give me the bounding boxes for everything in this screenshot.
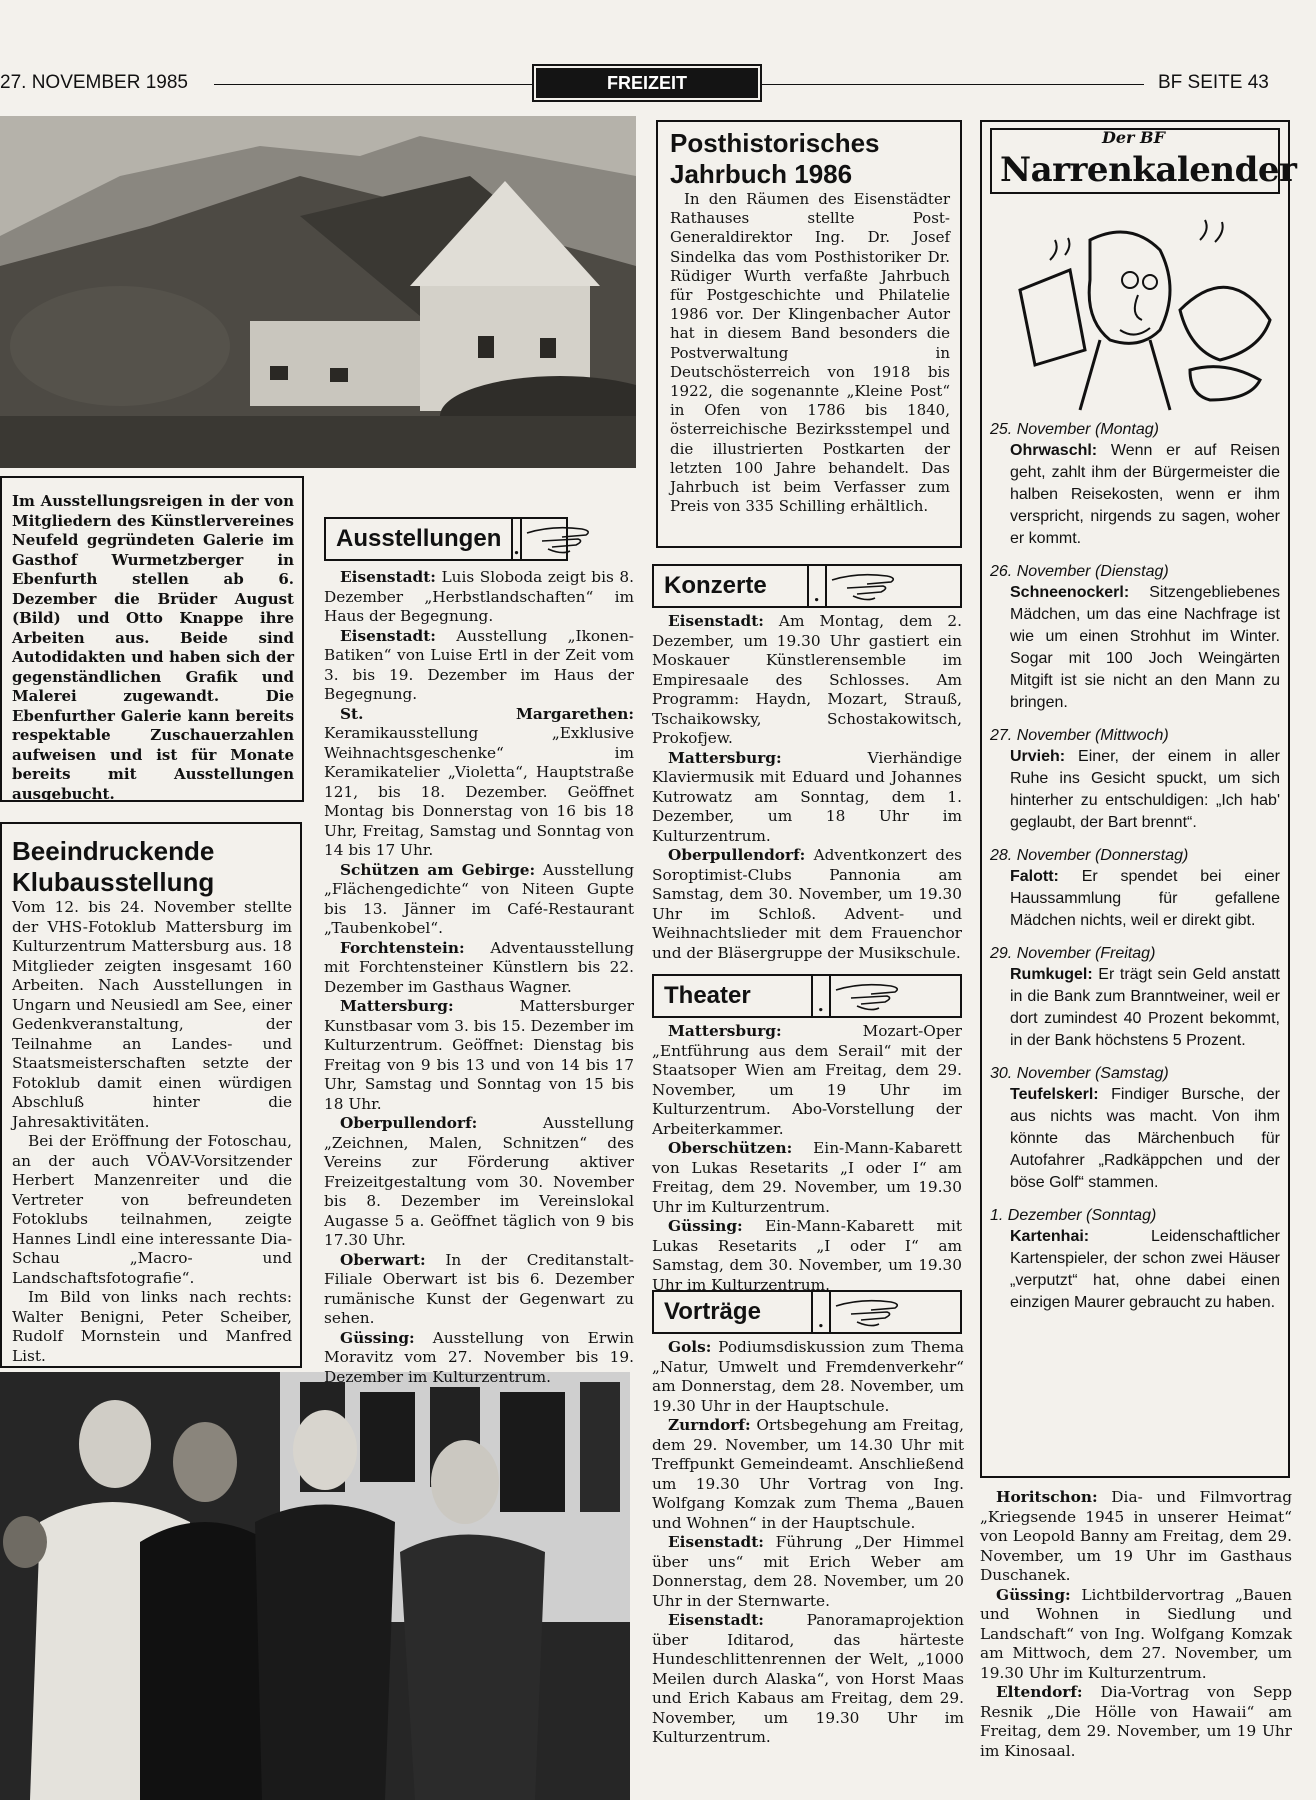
- pointing-hand-icon: [831, 1292, 960, 1332]
- konzerte-title: Konzerte: [664, 572, 767, 599]
- klub-paragraph-1: Vom 12. bis 24. November stellte der VHS-Fotoklub Mattersburg im Kulturzentrum Mattersburg aus. 18 Mitglieder zeigten insgesamt 160 Arbeiten. Nach Ausstellungen in Ungarn und Neusiedl am See, einer Gedenkveranstaltung, der Teilnahme an Landes- und Staatsmeisterschaften setzte der Fotoklub damit einen würdigen Abschluß hinter die Jahresaktivitäten.: [12, 898, 292, 1131]
- theater-header: [652, 974, 962, 1018]
- konzert-item: Mattersburg: Vierhändige Klaviermusik mit Eduard und Johannes Kutrowatz am Sonntag, dem 1. Dezember, um 18 Uhr im Kulturzentrum.: [652, 748, 962, 845]
- konzerte-list: [652, 612, 962, 963]
- dot-marker: .: [811, 1292, 831, 1332]
- painting-photo: [0, 116, 636, 468]
- vortraege-header: [652, 1290, 962, 1334]
- klub-photo: [0, 1372, 630, 1800]
- ausstellung-item: Oberpullendorf: Ausstellung „Zeichnen, Malen, Schnitzen“ des Vereins zur Förderung aktiver Freizeitgestaltung vom 30. November bis 8. Dezember im Vereinslokal Augasse 5 a. Geöffnet täglich von 9 bis 17.30 Uhr.: [324, 1114, 634, 1249]
- day-entry: 30. November (Samstag) Teufelskerl: Findiger Bursche, der aus nichts was macht. Von ihm könnte das Märchenbuch für Autofahrer „Radkäppchen und der böse Golf“ stammen.: [990, 1065, 1280, 1191]
- pointing-hand-icon: [827, 566, 960, 606]
- header-rule-right: [762, 84, 1144, 85]
- narrenkalender-logo: [990, 128, 1297, 194]
- theater-item: Oberschützen: Ein-Mann-Kabarett von Lukas Resetarits „I oder I“ am Freitag, dem 29. November, um 19.30 Uhr im Kulturzentrum.: [652, 1139, 962, 1216]
- logo-small-text: Der BF: [1102, 128, 1165, 147]
- dot-marker: .: [807, 566, 827, 606]
- vortrag-item: Gols: Podiumsdiskussion zum Thema „Natur, Umwelt und Fremdenverkehr“ am Donnerstag, dem 28. November, um 19.30 Uhr in der Hauptschule.: [652, 1338, 964, 1415]
- ausstellung-item: Forchtenstein: Adventausstellung mit Forchtensteiner Künstlern bis 22. Dezember im Gasthaus Wagner.: [324, 938, 634, 996]
- issue-date: 27. NOVEMBER 1985: [0, 72, 188, 93]
- ausstellungen-list: [324, 568, 634, 1387]
- vortraege-list: [652, 1338, 964, 1748]
- ausstellung-item: Schützen am Gebirge: Ausstellung „Flächengedichte“ von Niteen Gupte bis 13. Jänner im Café-Restaurant „Taubenkobel“.: [324, 860, 634, 937]
- klub-article: [0, 822, 302, 1368]
- pointing-hand-icon: [522, 519, 602, 559]
- dot-marker: .: [811, 976, 831, 1016]
- day-entry: 28. November (Donnerstag) Falott: Er spendet bei einer Haussammlung für gefallene Mädchen nichts, weil er direkt gibt.: [990, 847, 1280, 929]
- cartoon-icon: [990, 200, 1280, 420]
- ausstellung-item: Eisenstadt: Luis Sloboda zeigt bis 8. Dezember „Herbstlandschaften“ im Haus der Begegnung.: [324, 568, 634, 625]
- vortraege-list-continued: [980, 1488, 1292, 1761]
- ausstellungen-header: [324, 517, 568, 561]
- pointing-hand-icon: [831, 976, 960, 1016]
- theater-item: Güssing: Ein-Mann-Kabarett mit Lukas Resetarits „I oder I“ am Samstag, dem 30. November, um 19.30 Uhr im Kulturzentrum.: [652, 1217, 962, 1294]
- day-entry: 29. November (Freitag) Rumkugel: Er trägt sein Geld anstatt in die Bank zum Branntweiner, weil er dort zumindest 40 Prozent bekommt, in der Bank höchstens 5 Prozent.: [990, 945, 1280, 1049]
- klub-paragraph-2: Bei der Eröffnung der Fotoschau, an der auch VÖAV-Vorsitzender Herbert Manzenreiter und die Vertreter von befreundeten Fotoklubs teilnahmen, zeigte Hannes Lindl eine interessante Dia-Schau „Macro- und Landschaftsfotografie“.: [12, 1132, 292, 1287]
- konzerte-header: [652, 564, 962, 608]
- dot-marker: .: [511, 519, 521, 559]
- day-entry: 26. November (Dienstag) Schneenockerl: Sitzengebliebenes Mädchen, um das eine Nachfrage ist wie um einen Strohhut im Winter. Sogar mit 100 Joch Weingärten Mitgift ist sie nicht an den Mann zu bringen.: [990, 563, 1280, 711]
- klub-paragraph-3: Im Bild von links nach rechts: Walter Benigni, Peter Scheiber, Rudolf Mornstein und Manfred List.: [12, 1288, 292, 1365]
- ausstellung-item: Oberwart: In der Creditanstalt-Filiale Oberwart ist bis 6. Dezember rumänische Kunst der Gegenwart zu sehen.: [324, 1250, 634, 1327]
- konzert-item: Oberpullendorf: Adventkonzert des Soroptimist-Clubs Pannonia am Samstag, dem 30. November, um 19.30 Uhr im Schloß. Advent- und Weihnachtslieder mit dem Frauenchor und der Bläsergruppe der Musikschule.: [652, 846, 962, 962]
- narrenkalender-box: [980, 120, 1297, 1478]
- section-label: FREIZEIT: [536, 68, 758, 98]
- theater-item: Mattersburg: Mozart-Oper „Entführung aus dem Serail“ mit der Staatsoper Wien am Freitag, dem 29. November, um 19 Uhr im Kulturzentrum. Abo-Vorstellung der Arbeiterkammer.: [652, 1022, 962, 1138]
- konzert-item: Eisenstadt: Am Montag, dem 2. Dezember, um 19.30 Uhr gastiert ein Moskauer Künstlerensemble im Empiresaale des Schlosses. Am Programm: Haydn, Mozart, Strauß, Tschaikowsky, Schostakowitsch, Prokofjew.: [652, 612, 962, 747]
- logo-title: Narrenkalender: [1000, 150, 1297, 190]
- jester-cartoon: [990, 200, 1280, 420]
- ausstellung-item: Eisenstadt: Ausstellung „Ikonen-Batiken“ von Luise Ertl in der Zeit vom 3. bis 19. Dezember im Haus der Begegnung.: [324, 626, 634, 703]
- jahrbuch-text: In den Räumen des Eisenstädter Rathauses stellte Post-Generaldirektor Ing. Dr. Josef Sindelka das vom Posthistoriker Dr. Rüdiger Wurth verfaßte Jahrbuch für Postgeschichte und Philatelie 1986 vor. Der Klingenbacher Autor hat in diesem Band besonders die Postverwaltung in Deutschösterreich von 1918 bis 1922, die sogenannte „Kleine Post“ in Ofen von 1786 bis 1840, österreichische Bezirksstempel und die illustrierten Postkarten der letzten 100 Jahre behandelt. Das Jahrbuch ist beim Verfasser zum Preis von 335 Schilling erhältlich.: [670, 190, 950, 516]
- day-entry: 25. November (Montag) Ohrwaschl: Wenn er auf Reisen geht, zahlt ihm der Bürgermeister die halben Reisekosten, wenn er ihm verspricht, nirgends zu sagen, woher er kommt.: [990, 421, 1280, 547]
- klub-headline: Beeindruckende Klubausstellung: [12, 836, 215, 897]
- day-entry: 27. November (Mittwoch) Urvieh: Einer, der einem in aller Ruhe ins Gesicht spuckt, um sich hinterher zu entschuldigen: „Ich hab' geglaubt, der Bart brennt“.: [990, 727, 1280, 831]
- theater-title: Theater: [664, 982, 751, 1009]
- day-entry: 1. Dezember (Sonntag) Kartenhai: Leidenschaftlicher Kartenspieler, der schon zwei Häuser „verputzt“ hat, ohne dabei einen einzigen Maurer gebraucht zu haben.: [990, 1207, 1280, 1311]
- vortrag-item: Eisenstadt: Panoramaprojektion über Iditarod, das härteste Hundeschlittenrennen der Welt, „1000 Meilen durch Alaska“, von Horst Maas und Erich Kabaus am Freitag, dem 29. November, um 19.30 Uhr im Kulturzentrum.: [652, 1611, 964, 1746]
- theater-list: [652, 1022, 962, 1295]
- page-number: BF SEITE 43: [1158, 72, 1269, 93]
- jahrbuch-headline: Posthistorisches Jahrbuch 1986: [670, 128, 880, 189]
- vortrag-item: Eltendorf: Dia-Vortrag von Sepp Resnik „Die Hölle von Hawaii“ am Freitag, dem 29. November, um 19 Uhr im Kinosaal.: [980, 1683, 1292, 1760]
- narrenkalender-days: [990, 420, 1280, 1314]
- header-rule-left: [214, 84, 532, 85]
- ausstellung-item: St. Margarethen: Keramikausstellung „Exklusive Weihnachtsgeschenke“ im Keramikatelier „Violetta“, Hauptstraße 121, bis 18. Dezember. Geöffnet Montag bis Donnerstag von 16 bis 18 Uhr, Freitag, Samstag und Sonntag von 14 bis 17 Uhr.: [324, 704, 634, 859]
- ausstellungen-title: Ausstellungen: [336, 525, 502, 552]
- painting-image: [0, 116, 636, 468]
- jahrbuch-article: [656, 120, 962, 548]
- painting-caption: Im Ausstellungsreigen in der von Mitgliedern des Künstlervereines Neufeld gegründeten Galerie im Gasthof Wurmetzberger in Ebenfurth stellen ab 6. Dezember die Brüder August (Bild) und Otto Knappe ihre Arbeiten aus. Beide sind Autodidakten und haben sich der gegenständlichen Grafik und Malerei zugewandt. Die Ebenfurther Galerie kann bereits respektable Zuschauerzahlen aufweisen und ist für Monate bereits mit Ausstellungen ausgebucht.: [0, 476, 304, 802]
- vortrag-item: Güssing: Lichtbildervortrag „Bauen und Wohnen in Siedlung und Landschaft“ von Ing. Wolfgang Komzak am Mittwoch, dem 27. November, um 19.30 Uhr im Kulturzentrum.: [980, 1585, 1292, 1682]
- exhibition-photo: [0, 1372, 630, 1800]
- vortrag-item: Zurndorf: Ortsbegehung am Freitag, dem 29. November, um 14.30 Uhr mit Treffpunkt Gemeindeamt. Anschließend um 19.30 Uhr Vortrag von Ing. Wolfgang Komzak zum Thema „Bauen und Wohnen“ in der Hauptschule.: [652, 1416, 964, 1532]
- ausstellung-item: Mattersburg: Mattersburger Kunstbasar vom 3. bis 15. Dezember im Kulturzentrum. Geöffnet: Dienstag bis Freitag von 9 bis 13 und von 14 bis 17 Uhr, Samstag und Sonntag von 15 bis 18 Uhr.: [324, 997, 634, 1113]
- vortraege-title: Vorträge: [664, 1298, 761, 1325]
- ausstellung-item: Güssing: Ausstellung von Erwin Moravitz vom 27. November bis 19. Dezember im Kulturzentrum.: [324, 1328, 634, 1386]
- vortrag-item: Eisenstadt: Führung „Der Himmel über uns“ mit Erich Weber am Donnerstag, dem 28. November, um 20 Uhr in der Sternwarte.: [652, 1533, 964, 1610]
- vortrag-item: Horitschon: Dia- und Filmvortrag „Kriegsende 1945 in unserer Heimat“ von Leopold Banny am Freitag, dem 29. November, um 19 Uhr im Gasthaus Duschanek.: [980, 1488, 1292, 1584]
